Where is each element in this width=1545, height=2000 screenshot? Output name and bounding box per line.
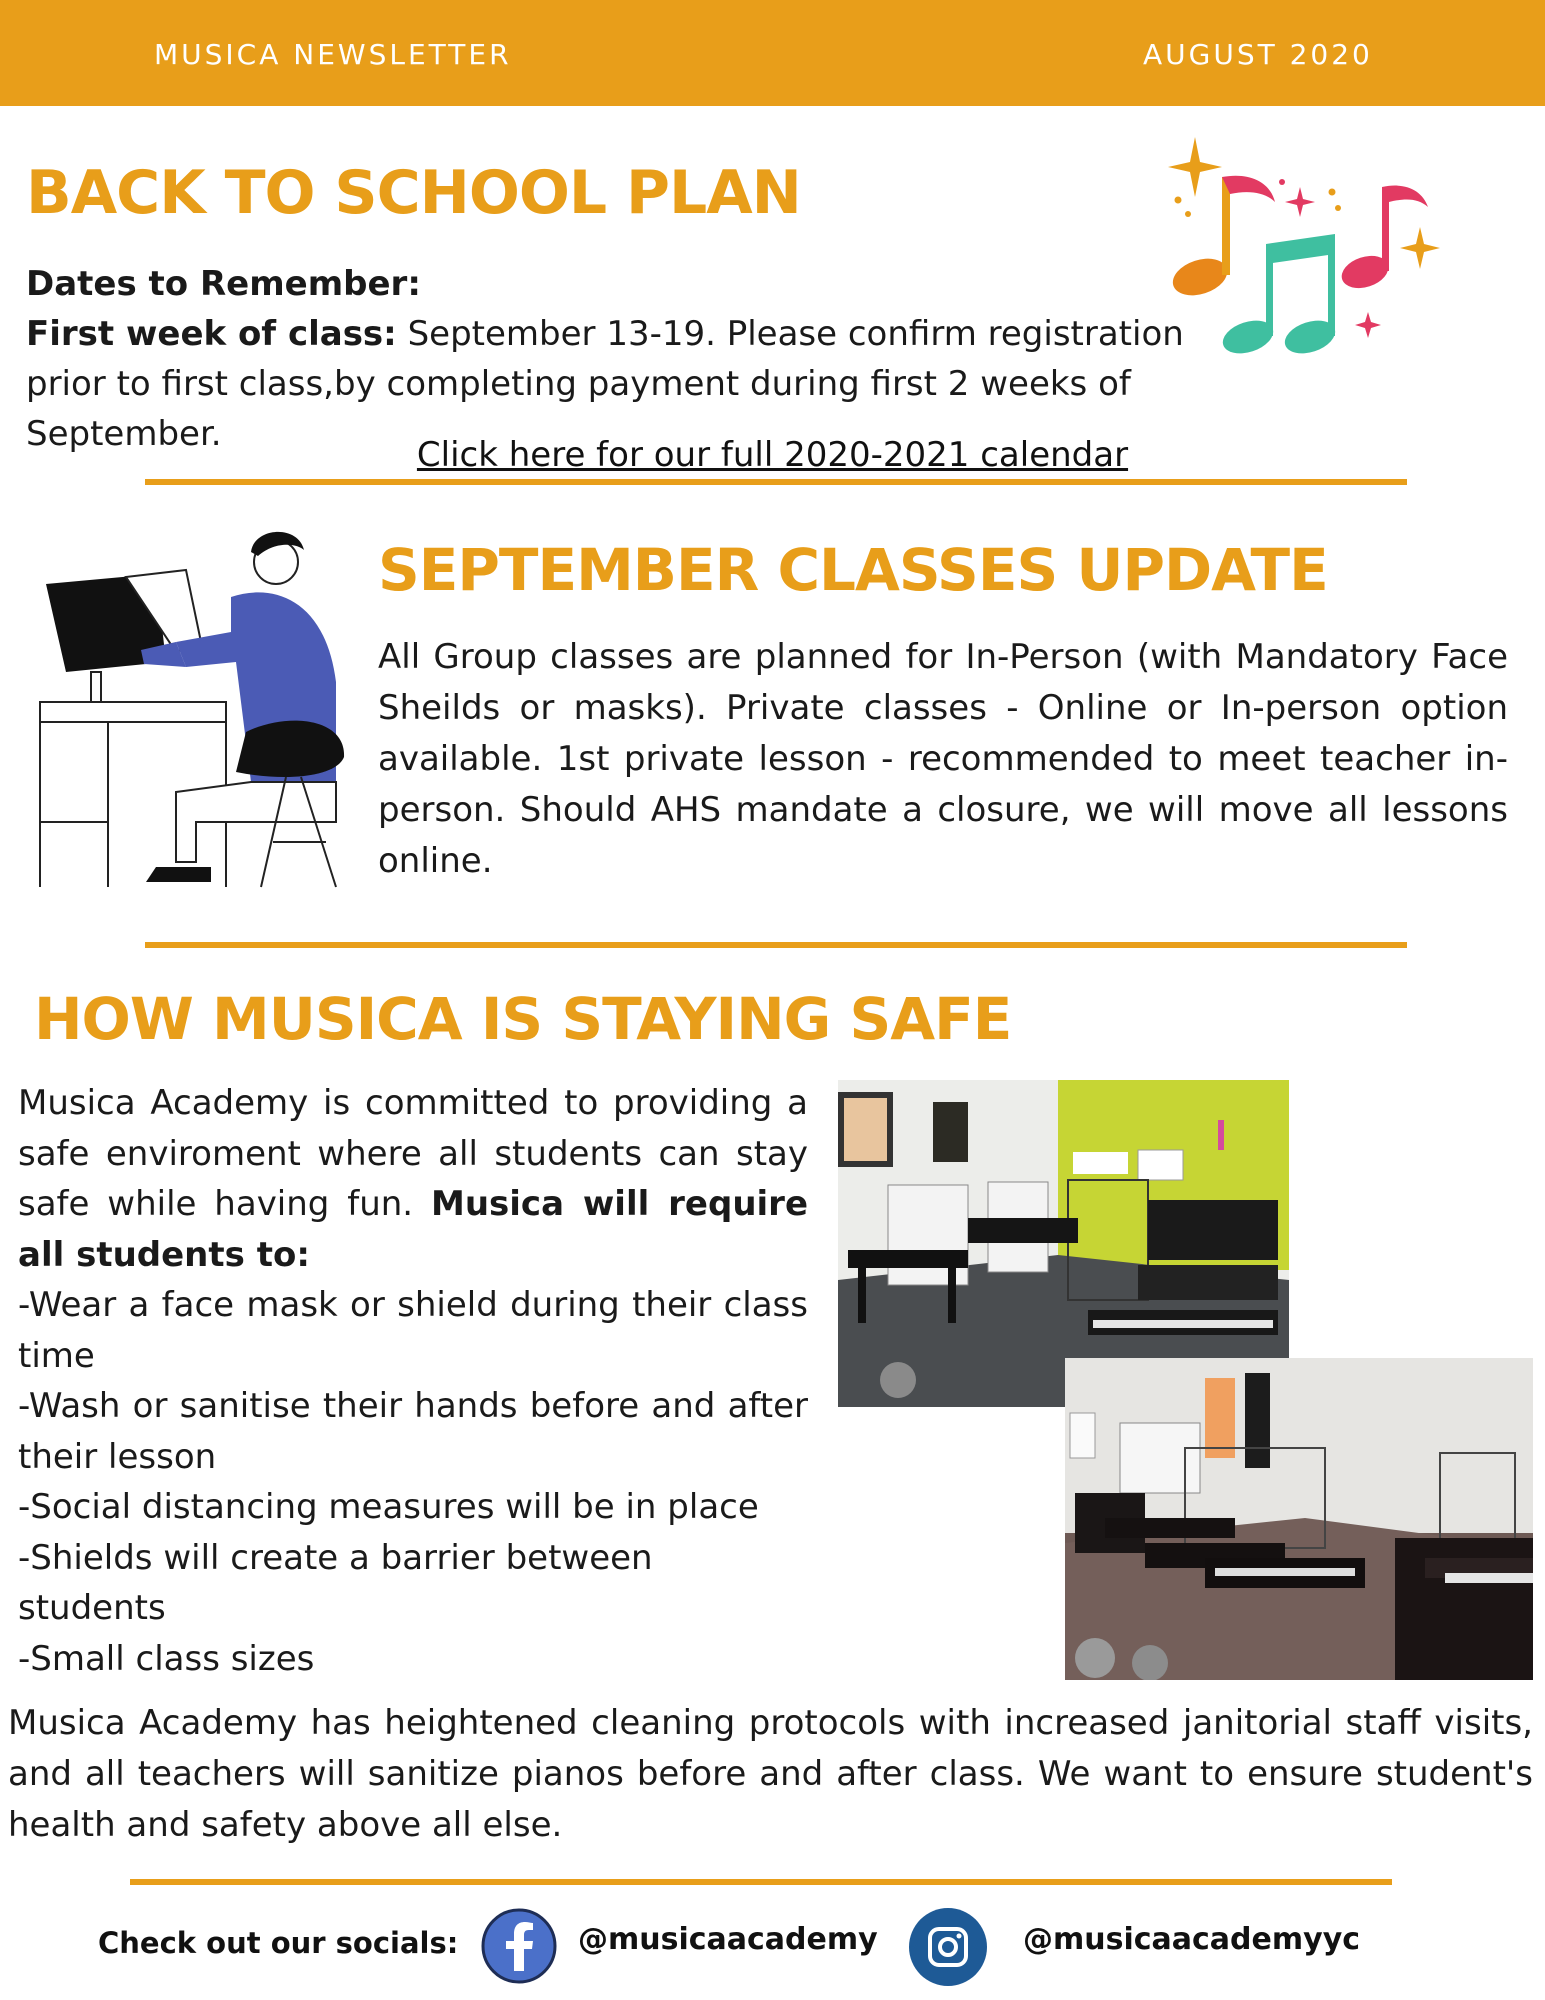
divider-1 xyxy=(145,479,1407,485)
safety-item: -Small class sizes xyxy=(18,1638,315,1679)
safety-item: -Shields will create a barrier between students xyxy=(18,1537,653,1628)
safety-item: -Wear a face mask or shield during their class time xyxy=(18,1285,808,1376)
september-heading: SEPTEMBER CLASSES UPDATE xyxy=(378,536,1328,604)
back-to-school-heading: BACK TO SCHOOL PLAN xyxy=(26,158,801,228)
instagram-handle[interactable]: @musicaacademyyc xyxy=(1023,1922,1361,1957)
september-body: All Group classes are planned for In-Person (with Mandatory Face Sheilds or masks). Private classes - Online or In-person option available. 1st private lesson - recommended to meet teacher in-person. Should AHS mandate a closure, we will move all lessons online. xyxy=(378,637,1508,881)
socials-label: Check out our socials: xyxy=(98,1926,459,1960)
safety-list-block xyxy=(18,1078,808,1684)
safety-heading: HOW MUSICA IS STAYING SAFE xyxy=(34,985,1012,1053)
divider-2 xyxy=(145,942,1407,948)
newsletter-date: AUGUST 2020 xyxy=(1143,38,1373,71)
student-at-piano-illustration xyxy=(36,522,356,892)
dates-block xyxy=(26,259,1206,459)
safety-item: -Social distancing measures will be in place xyxy=(18,1487,759,1527)
facebook-handle[interactable]: @musicaacademy xyxy=(578,1922,878,1957)
instagram-icon[interactable] xyxy=(908,1907,988,1987)
safety-intro-bold: Musica will require all students to: xyxy=(18,1184,808,1275)
safety-item: -Wash or sanitise their hands before and after their lesson xyxy=(18,1386,808,1477)
first-week-text: September 13-19. Please confirm registration prior to first class,by completing payment during first 2 weeks of September. xyxy=(26,314,1184,454)
divider-3 xyxy=(130,1879,1392,1885)
safety-intro xyxy=(18,1078,808,1280)
classroom-photo-2 xyxy=(1065,1358,1533,1680)
header-bar xyxy=(0,0,1545,106)
newsletter-title: MUSICA NEWSLETTER xyxy=(154,38,512,71)
safety-intro-text: Musica Academy is committed to providing a safe enviroment where all students can stay safe while having fun. xyxy=(18,1083,808,1224)
calendar-link[interactable]: Click here for our full 2020-2021 calendar xyxy=(416,435,1129,475)
cleaning-paragraph: Musica Academy has heightened cleaning protocols with increased janitorial staff visits, and all teachers will sanitize pianos before and after class. We want to ensure student's health and safety above all else. xyxy=(8,1703,1533,1845)
facebook-icon[interactable] xyxy=(480,1907,558,1985)
dates-label: Dates to Remember: xyxy=(26,264,421,304)
first-week-label: First week of class: xyxy=(26,314,397,354)
